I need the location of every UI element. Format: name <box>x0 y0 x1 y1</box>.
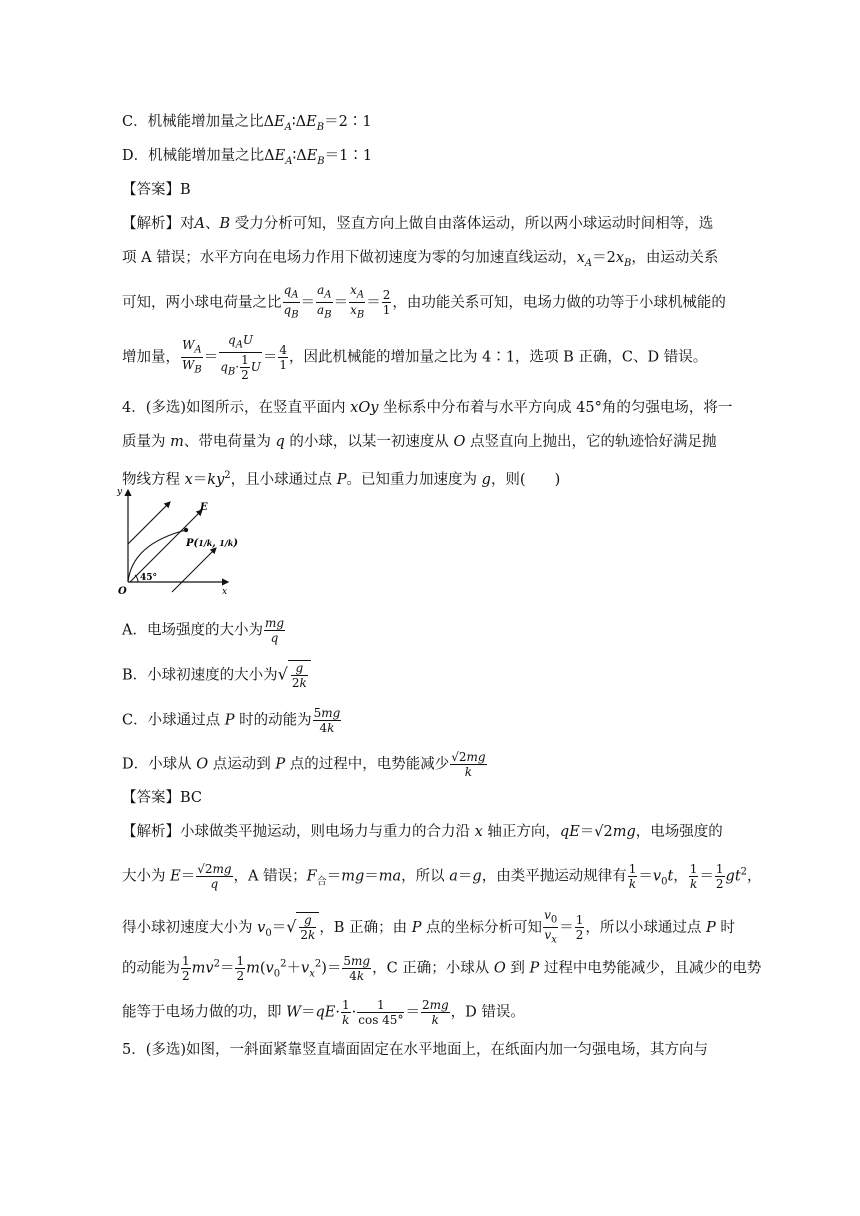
field-label: E <box>200 502 208 513</box>
point-p-label: P(1/k, 1/k) <box>186 538 238 549</box>
q4-option-b: B．小球初速度的大小为√ $\frac{g}{2k}$ <box>122 660 311 690</box>
q3-explanation-2: 项 A 错误；水平方向在电场力作用下做初速度为零的匀加速直线运动，$x_A=2x_B$，由运动关系 <box>122 250 719 269</box>
q4-explanation-2: 大小为 E＝ $\frac{√2mg}{q}$ ，A 错误；$F_合=mg=ma$，所以 a＝g，由类平抛运动规律有 $\frac{1}{k}$ $=v_0t$， $\frac{1}{k}$ ＝ $\frac{1}{2}$ $gt^2$， <box>122 862 762 891</box>
q3-option-d: D．机械能增加量之比$\Delta E_A∶\Delta E_B=1∶1$ <box>122 148 373 167</box>
q3-option-c: C．机械能增加量之比$\Delta E_A∶\Delta E_B=2∶1$ <box>122 114 372 133</box>
q4-option-c: C．小球通过点 P 时的动能为 $\frac{5mg}{4k}$ <box>122 706 341 735</box>
q3-explanation-4: 增加量， $\frac{W_A}{W_B}$ ＝ $q_AU$ $q_B\cdot$ $\frac{1}{2}$ U ＝ $\frac{4}{1}$ ，因此机械能的增加量之比为 4∶1，选项 B 正确，C、D 错误。 <box>122 333 708 383</box>
angle-label: 45° <box>140 573 158 583</box>
origin-label: O <box>118 586 127 597</box>
q4-explanation-1: 【解析】小球做类平抛运动，则电场力与重力的合力沿 x 轴正方向，qE＝√2mg，电场强度的 <box>122 824 723 840</box>
q4-explanation-4: 的动能为 $\frac{1}{2}$ $mv^2=$ $\frac{1}{2}$ $m(v_0^2+v_x^2)=$ $\frac{5mg}{4k}$ ，C 正确；小球从 O 到 P 过程中电势能减少，且减少的电势 <box>122 954 762 983</box>
field-line-3 <box>172 548 216 592</box>
y-axis-label: y <box>117 487 123 497</box>
q4-option-a: A．电场强度的大小为 $\frac{mg}{q}$ <box>122 616 285 645</box>
q4-explanation-5: 能等于电场力做的功，即 W＝qE· $\frac{1}{k}$ · $\frac{1}{\cos 45^\circ}$ ＝ $\frac{2mg}{k}$ ，D 错误。 <box>122 998 525 1027</box>
q4-stem-1: 4．(多选)如图所示，在竖直平面内 xOy 坐标系中分布着与水平方向成 45°角的匀强电场，将一 <box>122 400 733 416</box>
q3-answer: 【答案】B <box>122 182 191 198</box>
angle-arc <box>135 575 138 582</box>
q4-explanation-3: 得小球初速度大小为 $v_0=√$ $\frac{g}{2k}$ ，B 正确；由 P 点的坐标分析可知 $\frac{v_0}{v_x}$ ＝ $\frac{1}{2}$ ，所以小球通过点 P 时 <box>122 908 735 946</box>
q4-stem-2: 质量为 m、带电荷量为 q 的小球，以某一初速度从 O 点竖直向上抛出，它的轨迹恰好满足抛 <box>122 434 717 450</box>
q3-explanation-3: 可知，两小球电荷量之比 $\frac{q_A}{q_B}$ ＝ $\frac{a_A}{a_B}$ ＝ $\frac{x_A}{x_B}$ ＝ $\frac{2}{1}$ ，由功能关系可知，电场力做的功等于小球机械能的 <box>122 283 726 321</box>
trajectory-figure <box>114 484 238 600</box>
q4-answer: 【答案】BC <box>122 790 203 806</box>
q4-option-d: D．小球从 O 点运动到 P 点的过程中，电势能减少 $\frac{√2mg}{k}$ <box>122 750 486 779</box>
x-axis-label: x <box>222 587 228 597</box>
q3-explanation-1: 【解析】对A、B 受力分析可知，竖直方向上做自由落体运动，所以两小球运动时间相等，选 <box>122 216 714 232</box>
q4-stem-3: 物线方程 $x=ky^2$，且小球通过点 P。已知重力加速度为 g，则( ) <box>122 470 561 488</box>
q5-stem-1: 5．(多选)如图，一斜面紧靠竖直墙面固定在水平地面上，在纸面内加一匀强电场，其方向与 <box>122 1042 709 1058</box>
point-p <box>184 528 188 532</box>
